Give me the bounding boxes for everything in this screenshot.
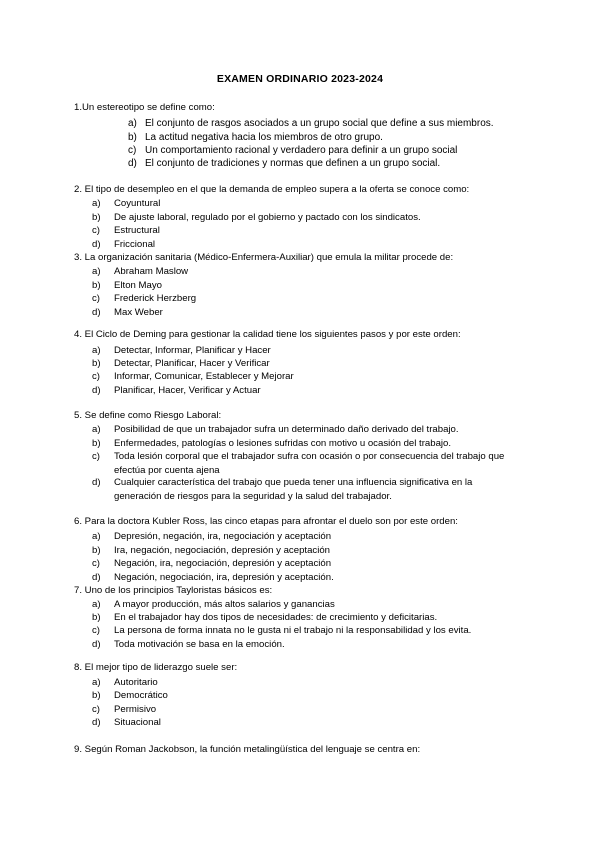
option-label: c) [92, 451, 100, 462]
option-label: c) [128, 145, 137, 156]
option-text: Toda lesión corporal que el trabajador sufra con ocasión o por consecuencia del trabajo que [114, 451, 505, 462]
option-text: Posibilidad de que un trabajador sufra un determinado daño derivado del trabajo. [114, 424, 459, 435]
option-label: c) [92, 558, 100, 569]
option-label: c) [92, 704, 100, 715]
option-label: d) [92, 639, 101, 650]
option-label: c) [92, 625, 100, 636]
option-label: b) [92, 545, 101, 556]
option-label: a) [128, 118, 137, 129]
option-text: Democrático [114, 690, 168, 701]
option-text: Situacional [114, 717, 161, 728]
option-label: b) [128, 132, 137, 143]
question-1-text: 1.Un estereotipo se define como: [74, 102, 215, 113]
option-label: a) [92, 424, 101, 435]
option-label: c) [92, 225, 100, 236]
option-text: Negación, ira, negociación, depresión y aceptación [114, 558, 332, 569]
option-text: La actitud negativa hacia los miembros de otro grupo. [145, 132, 383, 143]
option-text: Cualquier característica del trabajo que pueda tener una influencia significativa en la [114, 477, 473, 488]
option-text-continuation: efectúa por cuenta ajena [114, 465, 220, 476]
option-text: El conjunto de rasgos asociados a un grupo social que define a sus miembros. [145, 118, 494, 129]
option-label: a) [92, 266, 101, 277]
option-text: Detectar, Informar, Planificar y Hacer [114, 345, 271, 356]
option-label: b) [92, 612, 101, 623]
option-label: b) [92, 690, 101, 701]
question-7-text: 7. Uno de los principios Tayloristas básicos es: [74, 585, 273, 596]
option-text-continuation: generación de riesgos para la seguridad y la salud del trabajador. [114, 491, 392, 502]
option-label: c) [92, 371, 100, 382]
option-text: De ajuste laboral, regulado por el gobierno y pactado con los sindicatos. [114, 212, 421, 223]
option-text: La persona de forma innata no le gusta ni el trabajo ni la responsabilidad y los evita. [114, 625, 472, 636]
option-label: b) [92, 358, 101, 369]
option-text: Depresión, negación, ira, negociación y aceptación [114, 531, 332, 542]
question-4-text: 4. El Ciclo de Deming para gestionar la calidad tiene los siguientes pasos y por este orden: [74, 329, 461, 340]
option-text: El conjunto de tradiciones y normas que definen a un grupo social. [145, 158, 441, 169]
option-label: d) [128, 158, 137, 169]
question-8-text: 8. El mejor tipo de liderazgo suele ser: [74, 662, 238, 673]
option-text: Abraham Maslow [114, 266, 189, 277]
question-9-text: 9. Según Roman Jackobson, la función metalingüística del lenguaje se centra en: [74, 744, 421, 755]
question-2-text: 2. El tipo de desempleo en el que la demanda de empleo supera a la oferta se conoce como: [74, 184, 470, 195]
option-label: d) [92, 385, 101, 396]
option-text: Estructural [114, 225, 160, 236]
option-label: d) [92, 572, 101, 583]
option-label: d) [92, 717, 101, 728]
option-label: d) [92, 477, 101, 488]
option-text: En el trabajador hay dos tipos de necesidades: de crecimiento y deficitarias. [114, 612, 438, 623]
option-text: Frederick Herzberg [114, 293, 197, 304]
option-text: Max Weber [114, 307, 163, 318]
option-label: b) [92, 280, 101, 291]
option-label: c) [92, 293, 100, 304]
option-label: a) [92, 345, 101, 356]
option-text: Planificar, Hacer, Verificar y Actuar [114, 385, 261, 396]
option-label: a) [92, 677, 101, 688]
option-label: a) [92, 599, 101, 610]
question-6-text: 6. Para la doctora Kubler Ross, las cinco etapas para afrontar el duelo son por este orden: [74, 516, 458, 527]
option-text: Elton Mayo [114, 280, 162, 291]
question-5-text: 5. Se define como Riesgo Laboral: [74, 410, 222, 421]
option-text: Autoritario [114, 677, 158, 688]
option-text: Negación, negociación, ira, depresión y aceptación. [114, 572, 334, 583]
option-text: Un comportamiento racional y verdadero para definir a un grupo social [145, 145, 458, 156]
option-label: a) [92, 198, 101, 209]
option-label: a) [92, 531, 101, 542]
option-text: Permisivo [114, 704, 157, 715]
option-label: b) [92, 438, 101, 449]
option-text: Ira, negación, negociación, depresión y aceptación [114, 545, 331, 556]
option-text: Detectar, Planificar, Hacer y Verificar [114, 358, 270, 369]
option-text: Toda motivación se basa en la emoción. [114, 639, 285, 650]
option-text: A mayor producción, más altos salarios y ganancias [114, 599, 335, 610]
option-label: b) [92, 212, 101, 223]
question-3-text: 3. La organización sanitaria (Médico-Enfermera-Auxiliar) que emula la militar procede de: [74, 252, 454, 263]
option-text: Coyuntural [114, 198, 161, 209]
exam-title: EXAMEN ORDINARIO 2023-2024 [216, 73, 384, 85]
option-label: d) [92, 307, 101, 318]
option-label: d) [92, 239, 101, 250]
option-text: Friccional [114, 239, 156, 250]
option-text: Enfermedades, patologías o lesiones sufridas con motivo u ocasión del trabajo. [114, 438, 452, 449]
option-text: Informar, Comunicar, Establecer y Mejorar [114, 371, 294, 382]
